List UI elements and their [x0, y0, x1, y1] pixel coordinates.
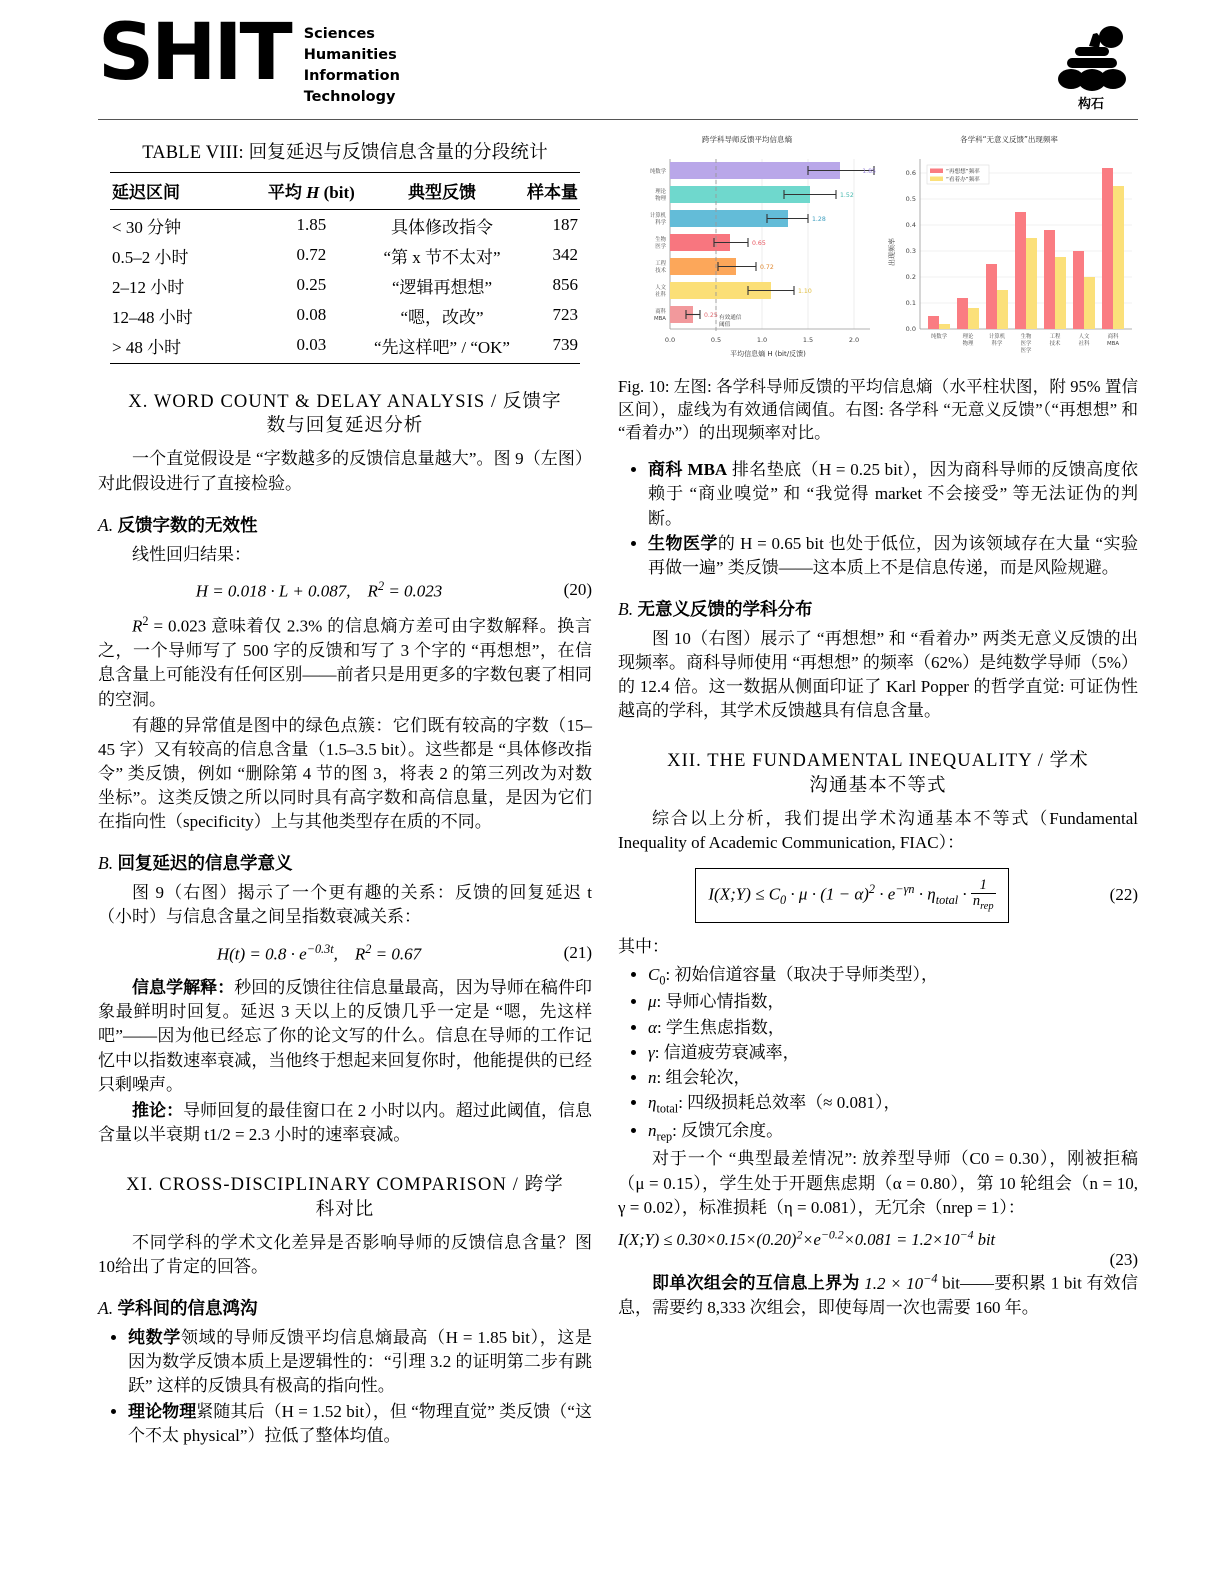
svg-text:0.6: 0.6: [905, 169, 916, 177]
svg-text:纯数学: 纯数学: [649, 169, 666, 175]
svg-text:MBA: MBA: [1106, 341, 1120, 347]
cell-samples: 856: [552, 275, 578, 294]
svg-text:生物: 生物: [1020, 334, 1032, 340]
svg-text:0.25: 0.25: [704, 312, 718, 319]
def-text: 学生焦虑指数，: [665, 1017, 785, 1037]
cell-entropy: 1.85: [296, 215, 327, 234]
svg-text:阈值: 阈值: [719, 322, 731, 328]
subsection-a-title: 反馈字数的无效性: [117, 514, 258, 535]
threshold-label: 有效通信: [719, 315, 742, 321]
subsection-a-infogap: [98, 1295, 592, 1320]
paragraph-r2-text: 意味着仅 2.3% 的信息熵方差可由字数解释。换言之，一个导师写了 500 字的反馈和写了 3 个字的 “再想想”，在信息含量上可能没有任何区别——前者只是用更多的字数包裹了相同的空洞。: [98, 617, 592, 709]
cell-range: 0.5–2 小时: [112, 247, 189, 267]
paragraph-conclusion: 即单次组会的互信息上界为 $1.2 \times 10^{-4}$ bit——要积累 1 bit 有效信息，需要约 8,333 次组会，即使每周一次也需要 160 年。: [618, 1271, 1138, 1318]
svg-text:技术: 技术: [655, 268, 666, 274]
chart-left-xlabel: 平均信息熵 H (bit/反馈): [730, 350, 806, 358]
svg-text:计算机: 计算机: [649, 213, 666, 219]
section-xii-line1: XII. THE FUNDAMENTAL INEQUALITY / 学术: [667, 751, 1089, 772]
cell-feedback: “嗯，改改”: [400, 307, 484, 327]
bullet-lead: 纯数学: [128, 1328, 181, 1348]
svg-text:社科: 社科: [655, 292, 666, 298]
corollary-text: 导师回复的最佳窗口在 2 小时以内。超过此阈值，信息含量以半衰期 t1/2 = 2.3 小时的速率衰减。: [98, 1100, 593, 1144]
equation-22-number: (22): [1109, 885, 1138, 905]
subsection-c-label: A.: [98, 1298, 114, 1319]
chart-right-svg: [880, 147, 1138, 362]
svg-text:理论: 理论: [962, 334, 974, 340]
svg-text:医学: 医学: [1020, 341, 1032, 347]
logo-acronym: SHIT: [98, 8, 290, 98]
svg-text:0.0: 0.0: [905, 325, 916, 333]
chart-left-svg: [618, 147, 876, 362]
bullet-lead: 商科 MBA: [648, 460, 728, 480]
svg-text:2.0: 2.0: [848, 336, 860, 344]
list-item: • μ: 导师心情指数，: [648, 990, 1138, 1014]
svg-text:工程: 工程: [1049, 334, 1061, 340]
equation-23-body: I(X;Y) ≤ $0.30\times 0.15\times(0.20)^2\times e^{-0.2}\times 0.081 = 1.2\times 10^{-4}$ bit: [618, 1227, 996, 1250]
list-item: [648, 458, 1138, 530]
equation-23-number: (23): [1109, 1250, 1138, 1270]
paragraph-xi-intro: 不同学科的学术文化差异是否影响导师的反馈信息含量？图 10给出了肯定的回答。: [98, 1232, 592, 1277]
svg-text:科学: 科学: [991, 341, 1003, 347]
list-item: • γ: 信道疲劳衰减率，: [648, 1041, 1138, 1065]
col-header-entropy: 平均 H (bit): [257, 173, 366, 210]
left-column: [98, 134, 592, 1450]
paragraph-intro: 一个直觉假设是 “字数越多的反馈信息量越大”。图 9（左图）对此假设进行了直接检验。: [98, 449, 592, 493]
cell-feedback: “逻辑再想想”: [391, 277, 493, 297]
col-header-feedback: 典型反馈: [366, 173, 518, 210]
sisyphus-stone-icon: [1049, 24, 1133, 92]
paragraph-r2-explanation: $R^2 = 0.023$ 意味着仅 2.3% 的信息熵方差可由字数解释。换言之，一个导师写了 500 字的反馈和写了 3 个字的 “再想想”，在信息含量上可能没有任何区别——前者只是用更多的字数包裹了相同的空洞。: [98, 614, 592, 709]
equation-23: [618, 1228, 1138, 1271]
bullet-lead: 生物医学: [648, 533, 718, 553]
svg-text:纯数学: 纯数学: [930, 334, 948, 340]
subsection-a-label: A.: [98, 514, 114, 535]
svg-text:商科: 商科: [655, 309, 666, 315]
subsection-b-title: 回复延迟的信息学意义: [117, 853, 293, 874]
equation-21-number: (21): [563, 942, 592, 962]
svg-text:医学: 医学: [655, 244, 666, 250]
svg-text:0.2: 0.2: [905, 273, 916, 281]
list-item: • α: 学生焦虑指数，: [648, 1016, 1138, 1040]
subsection-b-label: B.: [98, 853, 114, 874]
table-header-row: [110, 173, 580, 210]
subsection-c-title: 学科间的信息鸿沟: [117, 1298, 258, 1319]
delay-statistics-table: [110, 172, 580, 364]
paragraph-fig9: 图 9（右图）揭示了一个更有趣的关系：反馈的回复延迟 t（小时）与信息含量之间呈指数衰减关系：: [98, 883, 592, 927]
legend-label-kanzheban: “看着办”频率: [946, 177, 980, 183]
list-item: • n: 组会轮次，: [648, 1066, 1138, 1090]
list-item: [648, 532, 1138, 580]
svg-text:人文: 人文: [1078, 334, 1090, 340]
svg-text:技术: 技术: [1049, 341, 1061, 347]
conclusion-text: bit——要积累 1 bit 有效信息，需要约 8,333 次组会，即使每周一次也需要 160 年。: [618, 1273, 1138, 1318]
chart-right-ylabel: 出现频率: [888, 238, 896, 266]
col-header-range: 延迟区间: [110, 173, 257, 210]
svg-text:0.5: 0.5: [905, 195, 916, 203]
svg-text:0.3: 0.3: [905, 247, 916, 255]
journal-logo: [98, 8, 1138, 108]
svg-text:1.0: 1.0: [756, 336, 768, 344]
table-row: [110, 210, 580, 241]
chart-meaningless-feedback-frequency: [880, 134, 1138, 367]
section-x-line1: X. WORD COUNT & DELAY ANALYSIS / 反馈字: [128, 391, 562, 412]
figure-10-caption: Fig. 10: 左图: 各学科导师反馈的平均信息熵（水平柱状图，附 95% 置信区间），虚线为有效通信阈值。右图: 各学科 “无意义反馈”（“再想想” 和 “看着办”）的出现频率对比。: [618, 377, 1138, 443]
list-item: [128, 1400, 592, 1448]
publisher-mark: [1044, 24, 1138, 112]
section-heading-x: [98, 390, 592, 440]
svg-text:MBA: MBA: [653, 316, 666, 322]
svg-text:生物: 生物: [655, 237, 666, 243]
bullet-text: 的 H = 0.65 bit 也处于低位，因为该领域存在大量 “实验再做一遍” 类反馈——这本质上不是信息传递，而是风险规避。: [648, 533, 1139, 577]
svg-text:计算机: 计算机: [988, 334, 1006, 340]
paragraph-worst-case: 对于一个 “典型最差情况”: 放养型导师（C0 = 0.30），刚被拒稿（μ = 0.15），学生处于开题焦虑期（α = 0.80），第 10 轮组会（n = 10, γ = 0.02），标准损耗（η = 0.081），无冗余（nrep = 1）：: [618, 1149, 1138, 1217]
list-item: [128, 1326, 592, 1398]
equation-21: [98, 942, 592, 965]
logo-word-information: Information: [303, 68, 400, 85]
bullet-lead: 理论物理: [128, 1401, 197, 1421]
svg-text:科学: 科学: [655, 220, 666, 226]
svg-text:0.1: 0.1: [905, 299, 916, 307]
bullet-text: 紧随其后（H = 1.52 bit），但 “物理直觉” 类反馈（“这个不太 physical”）拉低了整体均值。: [128, 1401, 592, 1445]
chart-entropy-by-discipline: [618, 134, 876, 367]
logo-word-humanities: Humanities: [303, 47, 397, 64]
subsection-b-delay: [98, 850, 592, 875]
svg-text:商科: 商科: [1107, 334, 1119, 340]
def-text: 信道疲劳衰减率，: [663, 1042, 800, 1062]
logo-word-technology: Technology: [303, 89, 396, 106]
paragraph-information-interpretation: [98, 976, 592, 1097]
svg-text:0.72: 0.72: [760, 264, 774, 271]
bullet-text: 领域的导师反馈平均信息熵最高（H = 1.85 bit），这是因为数学反馈本质上是逻辑性的：“引理 3.2 的证明第二步有跳跃” 这样的反馈具有极高的指向性。: [128, 1328, 593, 1396]
paragraph-fiac: 综合以上分析，我们提出学术沟通基本不等式（Fundamental Inequality of Academic Communication, FIAC）：: [618, 809, 1138, 853]
logo-expansion: [304, 18, 400, 108]
cell-samples: 187: [552, 215, 578, 234]
def-text: 初始信道容量（取决于导师类型），: [674, 964, 938, 984]
list-item: • $n_{rep}$: 反馈冗余度。: [648, 1119, 1138, 1146]
equation-21-body: $H(t) = 0.8 \cdot e^{-0.3t}$, $R^2 = 0.67$: [216, 941, 422, 964]
variable-definitions-list: [618, 963, 1138, 1146]
cell-range: > 48 小时: [112, 337, 182, 357]
cell-range: < 30 分钟: [112, 217, 182, 237]
svg-text:人文: 人文: [655, 285, 666, 291]
interpretation-text: 秒回的反馈往往信息量最高，因为导师在稿件印象最鲜明时回复。延迟 3 天以上的反馈几乎一定是 “嗯，先这样吧”——因为他已经忘了你的论文写的什么。信息在导师的工作记忆中以指数速率衰减，当他终于想起来回复你时，他能提供的已经只剩噪声。: [98, 978, 593, 1094]
figure-10: [618, 134, 1138, 367]
cell-feedback: 具体修改指令: [391, 217, 493, 237]
subsection-b-distribution: [618, 596, 1138, 621]
def-text: 组会轮次，: [665, 1067, 751, 1087]
interpretation-lead: 信息学解释：: [132, 978, 235, 998]
svg-text:物理: 物理: [655, 196, 666, 202]
legend-label-zaixiangxiang: “再想想”频率: [946, 169, 980, 175]
equation-22: [618, 868, 1138, 923]
table-row: [110, 240, 580, 270]
svg-text:1.28: 1.28: [812, 216, 826, 223]
section-heading-xi: [98, 1173, 592, 1223]
subsection-b2-label: B.: [618, 598, 634, 619]
cell-feedback: “第 x 节不太对”: [383, 247, 501, 267]
section-xi-line1: XI. CROSS-DISCIPLINARY COMPARISON / 跨学: [126, 1175, 564, 1196]
svg-text:0.0: 0.0: [664, 336, 676, 344]
subsection-a-wordcount: [98, 512, 592, 537]
right-column: [618, 134, 1138, 1450]
table-row: [110, 330, 580, 363]
def-text: 导师心情指数，: [665, 992, 785, 1012]
section-xii-line2: 沟通基本不等式: [809, 776, 947, 797]
masthead-divider: [98, 119, 1138, 120]
svg-text:理论: 理论: [655, 189, 666, 195]
paragraph-outliers: 有趣的异常值是图中的绿色点簇：它们既有较高的字数（15–45 字）又有较高的信息含量（1.5–3.5 bit）。这些都是 “具体修改指令” 类反馈，例如 “删除第 4 节的图 3，将表 2 的第三列改为对数坐标”。这类反馈之所以同时具有高字数和高信息量，是因为它们在指向性（specificity）上与其他类型存在质的不同。: [98, 715, 592, 832]
svg-text:社科: 社科: [1078, 341, 1090, 347]
logo-word-sciences: Sciences: [303, 26, 375, 42]
cell-entropy: 0.72: [296, 245, 327, 264]
chart-left-title: 跨学科导师反馈平均信息熵: [702, 135, 792, 144]
cell-samples: 723: [552, 305, 578, 324]
table-caption: TABLE VIII: 回复延迟与反馈信息含量的分段统计: [142, 143, 548, 163]
svg-text:1.85: 1.85: [862, 168, 876, 175]
conclusion-lead: 即单次组会的互信息上界为: [652, 1273, 860, 1293]
chart-right-title: 各学科“无意义反馈”出现频率: [960, 135, 1058, 144]
paragraph-corollary: [98, 1099, 592, 1147]
svg-text:工程: 工程: [655, 261, 666, 267]
list-item: • $\eta_{total}$: 四级损耗总效率（≈ 0.081），: [648, 1091, 1138, 1118]
table-row: [110, 270, 580, 300]
equation-20-body: H = 0.018 · L + 0.087, $R^2 = 0.023$: [195, 578, 443, 601]
def-text: 四级损耗总效率（≈ 0.081），: [687, 1092, 901, 1112]
equation-22-body: [618, 868, 1086, 923]
section-heading-xii: [618, 749, 1138, 799]
bullet-list-infogap: [98, 1326, 592, 1448]
section-x-line2: 数与回复延迟分析: [266, 416, 424, 437]
cell-range: 12–48 小时: [112, 307, 193, 327]
col-header-samples: 样本量: [518, 173, 580, 210]
list-item: • $C_0$: 初始信道容量（取决于导师类型），: [648, 963, 1138, 990]
svg-text:医学: 医学: [1020, 348, 1032, 354]
equation-20: [98, 579, 592, 602]
content-columns: [98, 134, 1138, 1450]
def-text: 反馈冗余度。: [681, 1120, 784, 1140]
table-row: [110, 300, 580, 330]
paragraph-regression-lead: 线性回归结果：: [132, 544, 251, 564]
equation-20-number: (20): [563, 580, 592, 600]
svg-text:1.5: 1.5: [802, 336, 814, 344]
paragraph-distribution: 图 10（右图）展示了 “再想想” 和 “看着办” 两类无意义反馈的出现频率。商科导师使用 “再想想” 的频率（62%）是纯数学导师（5%）的 12.4 倍。这一数据从侧面印证了 Karl Popper 的哲学直觉: 可证伪性越高的学科，其学术反馈越具有信息含量。: [618, 628, 1138, 721]
svg-text:0.65: 0.65: [752, 240, 766, 247]
bullet-text: 排名垫底（H = 0.25 bit），因为商科导师的反馈高度依赖于 “商业嗅觉” 和 “我觉得 market 不会接受” 等无法证伪的判断。: [648, 460, 1138, 528]
svg-text:1.52: 1.52: [840, 192, 854, 199]
svg-text:0.4: 0.4: [905, 221, 916, 229]
publisher-mark-caption: 构石: [1077, 97, 1104, 112]
cell-feedback: “先这样吧” / “OK”: [374, 337, 510, 357]
subsection-b2-title: 无意义反馈的学科分布: [637, 598, 813, 619]
svg-text:物理: 物理: [962, 341, 974, 347]
where-label: 其中：: [618, 936, 669, 956]
cell-entropy: 0.03: [296, 335, 327, 354]
cell-entropy: 0.25: [296, 275, 327, 294]
equation-22-box: I(X;Y) ≤ $C_0 \cdot \mu \cdot (1 - \alpha)^2 \cdot e^{-\gamma n} \cdot \eta_{total}$ · $\frac{1}{n_{rep}}$: [695, 868, 1008, 923]
section-xi-line2: 科对比: [315, 1200, 375, 1220]
cell-range: 2–12 小时: [112, 277, 185, 297]
corollary-lead: 推论：: [132, 1100, 184, 1120]
cell-entropy: 0.08: [296, 305, 327, 324]
svg-text:1.10: 1.10: [798, 288, 812, 295]
cell-samples: 739: [552, 335, 578, 354]
bullet-list-lowentropy: [618, 458, 1138, 580]
svg-text:0.5: 0.5: [710, 336, 722, 344]
masthead: [98, 8, 1138, 118]
cell-samples: 342: [552, 245, 578, 264]
